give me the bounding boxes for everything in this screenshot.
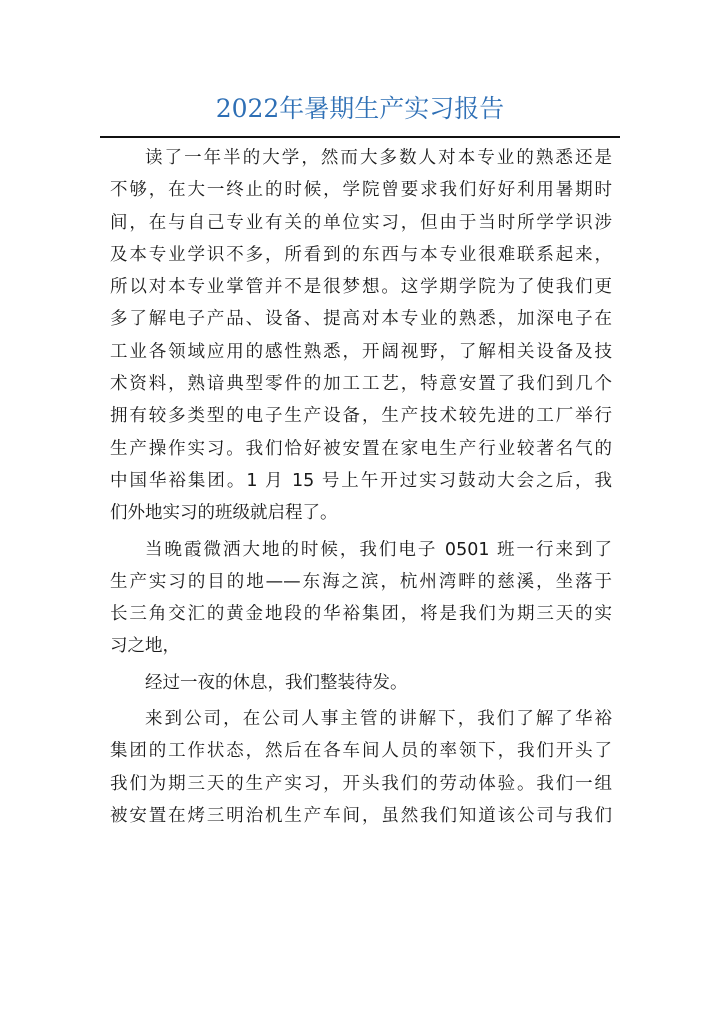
paragraph bbox=[110, 534, 612, 663]
text-line: 工业各领域应用的感性熟悉，开阔视野，了解相关设备及技 bbox=[110, 341, 612, 362]
document-body bbox=[110, 142, 612, 832]
text-line: 拥有较多类型的电子生产设备，生产技术较先进的工厂举行 bbox=[110, 406, 612, 427]
text-line: 生产实习的目的地——东海之滨，杭州湾畔的慈溪，坐落于 bbox=[110, 571, 612, 592]
title-underline bbox=[100, 136, 620, 138]
paragraph bbox=[110, 142, 612, 530]
text-line: 中国华裕集团。1 月 15 号上午开过实习鼓动大会之后，我 bbox=[110, 470, 612, 491]
text-line: 当晚霞微洒大地的时候，我们电子 0501 班一行来到了 bbox=[145, 539, 612, 560]
document-title: 2022年暑期生产实习报告 bbox=[215, 94, 505, 123]
text-line: 生产操作实习。我们恰好被安置在家电生产行业较著名气的 bbox=[110, 438, 612, 459]
text-line: 间，在与自己专业有关的单位实习，但由于当时所学学识涉 bbox=[110, 212, 612, 233]
text-line: 来到公司，在公司人事主管的讲解下，我们了解了华裕 bbox=[145, 709, 612, 730]
text-line: 我们为期三天的生产实习，开头我们的劳动体验。我们一组 bbox=[110, 773, 612, 794]
text-line: 被安置在烤三明治机生产车间，虽然我们知道该公司与我们 bbox=[110, 805, 612, 826]
text-line: 多了解电子产品、设备、提高对本专业的熟悉，加深电子在 bbox=[110, 309, 612, 330]
text-line: 集团的工作状态，然后在各车间人员的率领下，我们开头了 bbox=[110, 741, 612, 762]
text-line: 及本专业学识不多，所看到的东西与本专业很难联系起来， bbox=[110, 244, 612, 265]
text-line: 长三角交汇的黄金地段的华裕集团，将是我们为期三天的实 bbox=[110, 604, 612, 625]
text-line: 习之地， bbox=[110, 636, 180, 657]
paragraph bbox=[110, 703, 612, 832]
text-line: 读了一年半的大学，然而大多数人对本专业的熟悉还是 bbox=[145, 148, 612, 168]
text-line: 术资料，熟谙典型零件的加工工艺，特意安置了我们到几个 bbox=[110, 374, 612, 395]
paragraph bbox=[110, 667, 612, 699]
text-line: 经过一夜的休息，我们整装待发。 bbox=[145, 672, 408, 693]
text-line: 们外地实习的班级就启程了。 bbox=[110, 503, 338, 524]
text-line: 不够，在大一终止的时候，学院曾要求我们好好利用暑期时 bbox=[110, 180, 612, 201]
text-line: 所以对本专业掌管并不是很梦想。这学期学院为了使我们更 bbox=[110, 277, 612, 298]
